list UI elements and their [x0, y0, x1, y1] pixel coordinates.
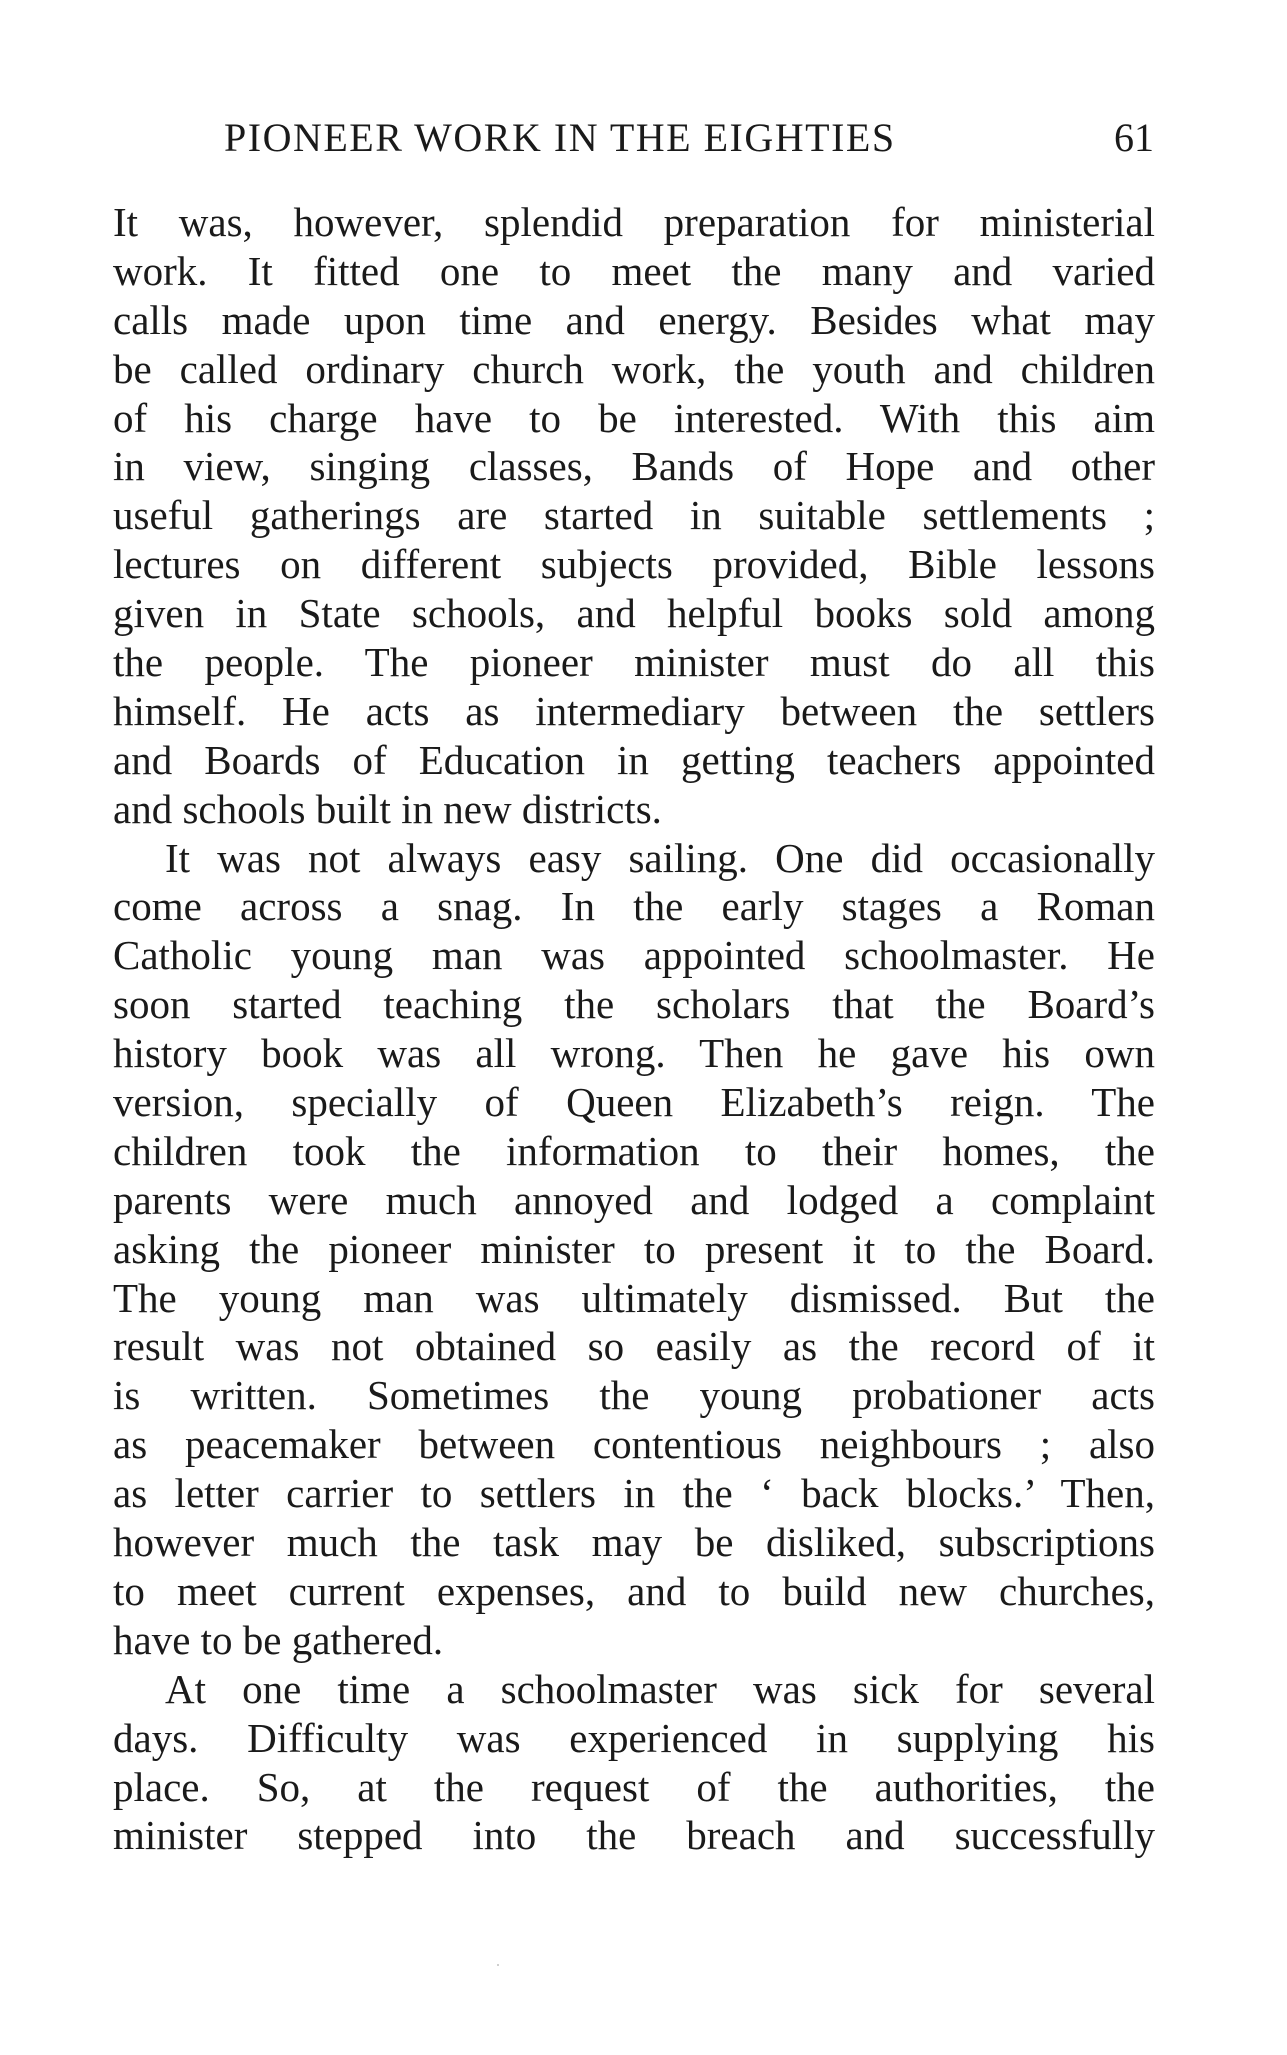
text-line: himself. He acts as intermediary between the settlers	[113, 687, 1155, 734]
text-line: and schools built in new districts.	[113, 785, 662, 832]
page-number: 61	[1114, 115, 1154, 160]
text-line: work. It fitted one to meet the many and varied	[113, 247, 1155, 294]
text-line: It was not always easy sailing. One did occasionally	[165, 834, 1155, 881]
text-line: The young man was ultimately dismissed. But the	[113, 1274, 1155, 1321]
body-text	[113, 198, 1155, 1860]
text-line: It was, however, splendid preparation for ministerial	[113, 199, 1155, 245]
text-line: lectures on different subjects provided, Bible lessons	[113, 541, 1155, 588]
paragraph-3	[113, 1665, 1155, 1861]
text-line: in view, singing classes, Bands of Hope and other	[113, 443, 1155, 490]
text-line: asking the pioneer minister to present it to the Board.	[113, 1225, 1155, 1272]
paper-speck	[497, 1964, 499, 1966]
text-line: have to be gathered.	[113, 1616, 444, 1663]
text-line: and Boards of Education in getting teachers appointed	[113, 736, 1155, 783]
text-line: useful gatherings are started in suitable settlements ;	[113, 492, 1155, 539]
text-line: days. Difficulty was experienced in supplying his	[113, 1714, 1155, 1761]
text-line: of his charge have to be interested. With this aim	[113, 394, 1155, 441]
text-line: minister stepped into the breach and successfully	[113, 1812, 1155, 1859]
running-title: PIONEER WORK IN THE EIGHTIES	[224, 115, 896, 160]
text-line: place. So, at the request of the authorities, the	[113, 1763, 1155, 1810]
text-line: the people. The pioneer minister must do all this	[113, 639, 1155, 686]
running-head	[224, 108, 1154, 168]
text-line: however much the task may be disliked, subscriptions	[113, 1519, 1155, 1566]
text-line: parents were much annoyed and lodged a complaint	[113, 1176, 1155, 1223]
text-line: children took the information to their homes, the	[113, 1127, 1155, 1174]
paragraph-1	[113, 198, 1155, 834]
text-line: as peacemaker between contentious neighbours ; also	[113, 1421, 1155, 1468]
text-line: Catholic young man was appointed schoolmaster. He	[113, 932, 1155, 979]
paragraph-2	[113, 834, 1155, 1665]
text-line: history book was all wrong. Then he gave his own	[113, 1030, 1155, 1077]
text-line: given in State schools, and helpful books sold among	[113, 590, 1155, 637]
text-line: to meet current expenses, and to build new churches,	[113, 1567, 1155, 1614]
text-line: be called ordinary church work, the youth and children	[113, 345, 1155, 392]
text-line: At one time a schoolmaster was sick for several	[165, 1665, 1155, 1712]
text-line: version, specially of Queen Elizabeth’s reign. The	[113, 1079, 1155, 1126]
text-line: as letter carrier to settlers in the ‘ back blocks.’ Then,	[113, 1470, 1155, 1517]
text-line: calls made upon time and energy. Besides what may	[113, 296, 1155, 343]
text-line: is written. Sometimes the young probationer acts	[113, 1372, 1155, 1419]
text-line: come across a snag. In the early stages a Roman	[113, 883, 1155, 930]
text-line: soon started teaching the scholars that the Board’s	[113, 981, 1155, 1028]
text-line: result was not obtained so easily as the record of it	[113, 1323, 1155, 1370]
